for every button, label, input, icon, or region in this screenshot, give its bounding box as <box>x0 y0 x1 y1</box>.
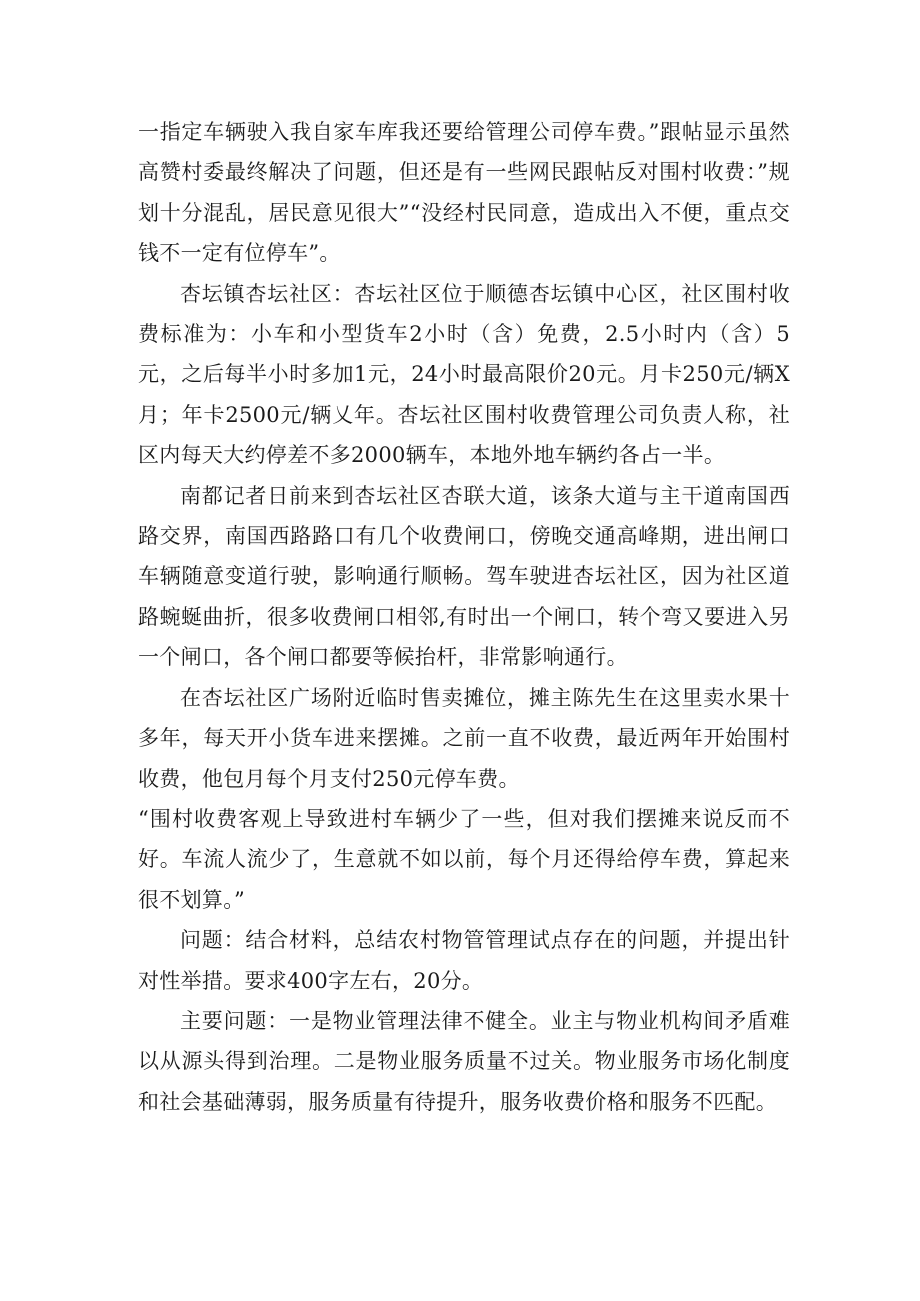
paragraph-1: 一指定车辆驶入我自家车库我还要给管理公司停车费。”跟帖显示虽然高赞村委最终解决了问题，但还是有一些网民跟帖反对围村收费：”规划十分混乱，居民意见很大”“没经村民同意，造成出入不便，重点交钱不一定有位停车”。 <box>138 120 790 266</box>
paragraph-6-question: 问题：结合材料，总结农村物管管理试点存在的问题，并提出针对性举措。要求400字左右，20分。 <box>138 928 790 993</box>
paragraph-4: 在杏坛社区广场附近临时售卖摊位，摊主陈先生在这里卖水果十多年，每天开小货车进来摆摊。之前一直不收费，最近两年开始围村收费，他包月每个月支付250元停车费。 <box>138 685 790 791</box>
document-body <box>138 112 790 1122</box>
paragraph-3: 南都记者日前来到杏坛社区杏联大道，该条大道与主干道南国西路交界，南国西路路口有几个收费闸口，傍晚交通高峰期，进出闸口车辆随意变道行驶，影响通行顺畅。驾车驶进杏坛社区，因为社区道路蜿蜒曲折，很多收费闸口相邻,有时出一个闸口，转个弯又要进入另一个闸口，各个闸口都要等候抬杆，非常影响通行。 <box>138 483 790 670</box>
paragraph-2: 杏坛镇杏坛社区：杏坛社区位于顺德杏坛镇中心区，社区围村收费标准为：小车和小型货车2小时（含）免费，2.5小时内（含）5元，之后每半小时多加1元，24小时最高限价20元。月卡250元/辆X月；年卡2500元/辆乂年。杏坛社区围村收费管理公司负责人称，社区内每天大约停差不多2000辆车，本地外地车辆约各占一半。 <box>138 281 790 468</box>
paragraph-5-quote: “围村收费客观上导致进村车辆少了一些，但对我们摆摊来说反而不好。车流人流少了，生意就不如以前，每个月还得给停车费，算起来很不划算。” <box>138 806 790 912</box>
paragraph-7-answer: 主要问题：一是物业管理法律不健全。业主与物业机构间矛盾难以从源头得到治理。二是物业服务质量不过关。物业服务市场化制度和社会基础薄弱，服务质量有待提升，服务收费价格和服务不匹配。 <box>138 1008 790 1114</box>
